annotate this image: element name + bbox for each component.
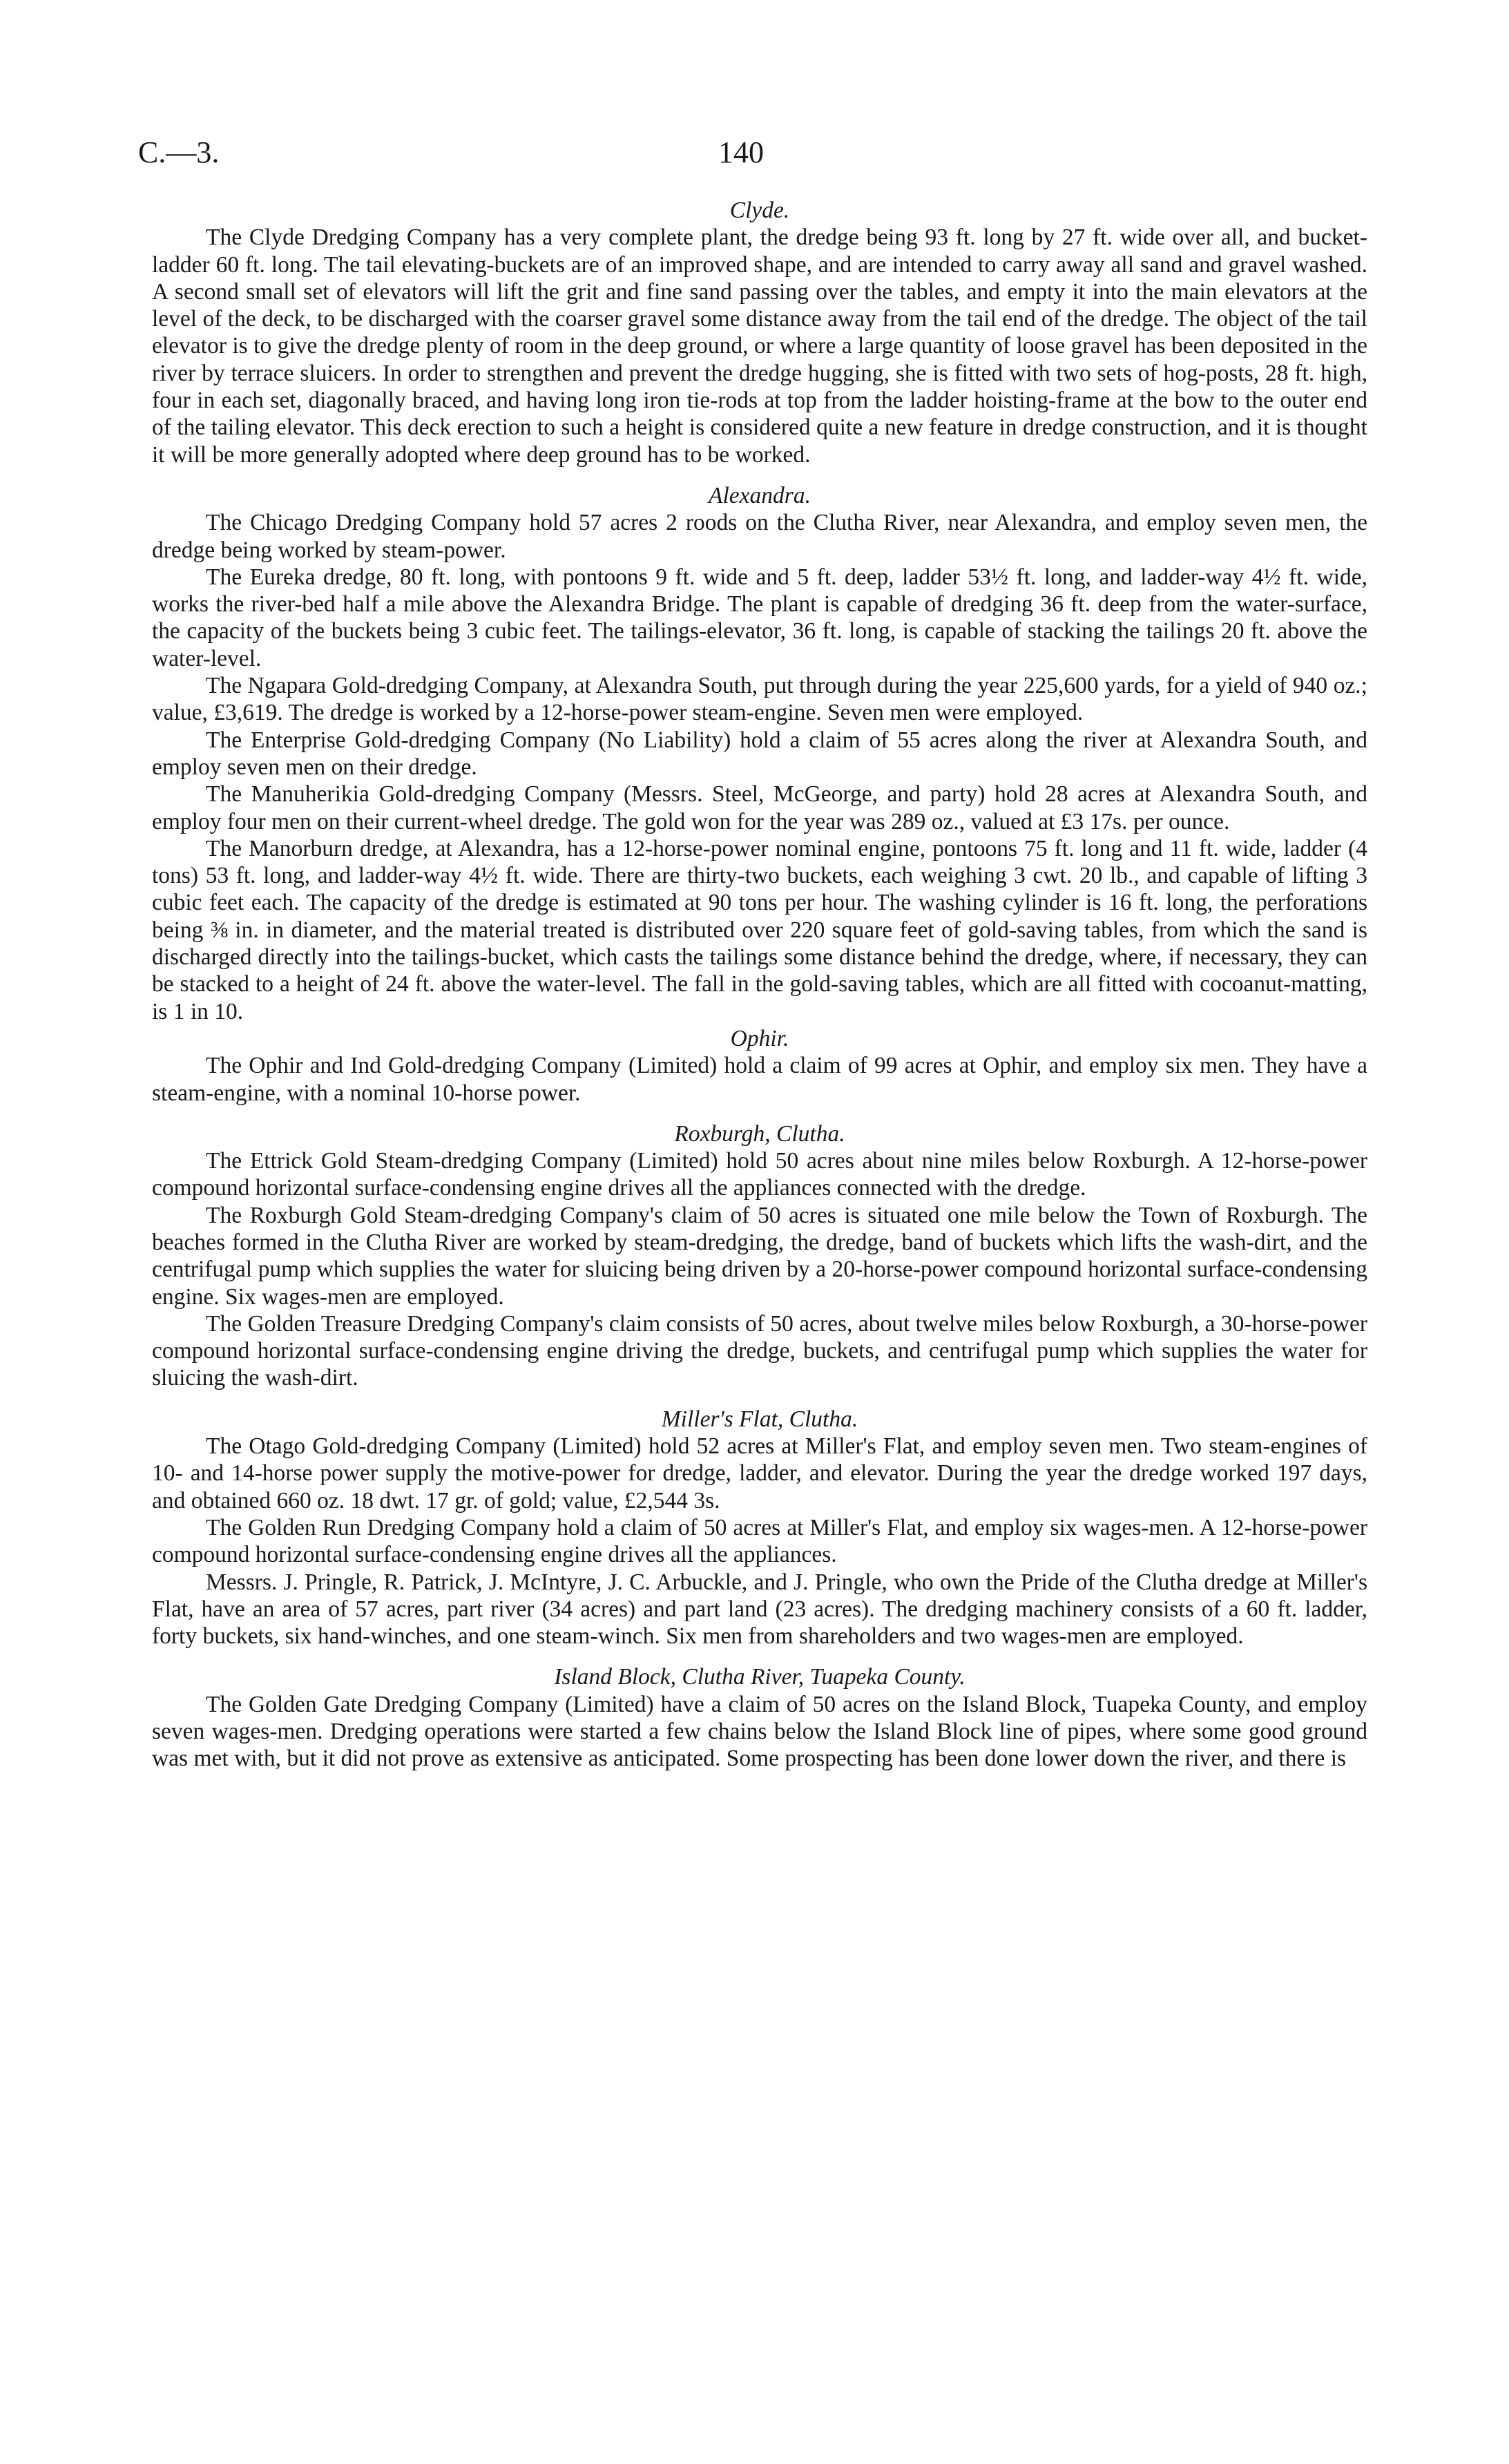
section-heading-millers-flat: Miller's Flat, Clutha. xyxy=(661,1406,858,1432)
paragraph: The Golden Run Dredging Company hold a claim of 50 acres at Miller's Flat, and employ six wages-men. A 12-horse-power compound horizontal surface-condensing engine drives all the appliances. xyxy=(152,1514,1367,1568)
document-code: C.—3. xyxy=(138,135,220,169)
section-heading-alexandra: Alexandra. xyxy=(709,482,811,508)
paragraph: The Ophir and Ind Gold-dredging Company (Limited) hold a claim of 99 acres at Ophir, and employ six men. They have a steam-engine, with a nominal 10-horse power. xyxy=(152,1053,1367,1106)
paragraph: The Ngapara Gold-dredging Company, at Alexandra South, put through during the year 225,600 yards, for a yield of 940 oz.; value, £3,619. The dredge is worked by a 12-horse-power steam-engine. Seven men were employed. xyxy=(152,673,1367,726)
paragraph: The Ettrick Gold Steam-dredging Company (Limited) hold 50 acres about nine miles below Roxburgh. A 12-horse-power compound horizontal surface-condensing engine drives all the appliances connected with the dredge. xyxy=(152,1148,1367,1201)
paragraph: The Manuherikia Gold-dredging Company (Messrs. Steel, McGeorge, and party) hold 28 acres at Alexandra South, and employ four men on their current-wheel dredge. The gold won for the year was 289 oz., valued at £3 17s. per ounce. xyxy=(152,781,1367,834)
paragraph: The Eureka dredge, 80 ft. long, with pontoons 9 ft. wide and 5 ft. deep, ladder 53½ ft. long, and ladder-way 4½ ft. wide, works the river-bed half a mile above the Alexandra Bridge. The plant is capable of dredging 36 ft. deep from the water-surface, the capacity of the buckets being 3 cubic feet. The tailings-elevator, 36 ft. long, is capable of stacking the tailings 20 ft. above the water-level. xyxy=(152,564,1367,671)
paragraph: The Golden Treasure Dredging Company's claim consists of 50 acres, about twelve miles below Roxburgh, a 30-horse-power compound horizontal surface-condensing engine driving the dredge, buckets, and centrifugal pump which supplies the water for sluicing the wash-dirt. xyxy=(152,1310,1367,1391)
section-heading-clyde: Clyde. xyxy=(729,198,790,223)
paragraph: The Chicago Dredging Company hold 57 acres 2 roods on the Clutha River, near Alexandra, and employ seven men, the dredge being worked by steam-power. xyxy=(152,510,1367,563)
paragraph: The Enterprise Gold-dredging Company (No Liability) hold a claim of 55 acres along the river at Alexandra South, and employ seven men on their dredge. xyxy=(152,727,1367,780)
paragraph: The Manorburn dredge, at Alexandra, has a 12-horse-power nominal engine, pontoons 75 ft. long and 11 ft. wide, ladder (4 tons) 53 ft. long, and ladder-way 4½ ft. wide. There are thirty-two buckets, each weighing 3 cwt. 20 lb., and capable of lifting 3 cubic feet each. The capacity of the dredge is estimated at 90 tons per hour. The washing cylinder is 16 ft. long, the perforations being ⅜ in. in diameter, and the material treated is distributed over 220 square feet of gold-saving tables, from which the sand is discharged directly into the tailings-bucket, which casts the tailings some distance behind the dredge, where, if necessary, they can be stacked to a height of 24 ft. above the water-level. The fall in the gold-saving tables, which are all fitted with cocoanut-matting, is 1 in 10. xyxy=(152,835,1367,1024)
section-heading-roxburgh: Roxburgh, Clutha. xyxy=(674,1120,845,1147)
page-number: 140 xyxy=(718,135,764,169)
paragraph: The Golden Gate Dredging Company (Limited) have a claim of 50 acres on the Island Block, Tuapeka County, and employ seven wages-men. Dredging operations were started a few chains below the Island Block line of pipes, where some good ground was met with, but it did not prove as extensive as anticipated. Some prospecting has been done lower down the river, and there is xyxy=(152,1691,1367,1772)
section-heading-island-block: Island Block, Clutha River, Tuapeka County. xyxy=(554,1664,965,1690)
section-heading-ophir: Ophir. xyxy=(730,1025,789,1051)
paragraph: The Clyde Dredging Company has a very complete plant, the dredge being 93 ft. long by 27 ft. wide over all, and bucket-ladder 60 ft. long. The tail elevating-buckets are of an improved shape, and are intended to carry away all sand and gravel washed. A second small set of elevators will lift the grit and fine sand passing over the tables, and empty it into the main elevators at the level of the deck, to be discharged with the coarser gravel some distance away from the tail end of the dredge. The object of the tail elevator is to give the dredge plenty of room in the deep ground, or where a large quantity of loose gravel has been deposited in the river by terrace sluicers. In order to strengthen and prevent the dredge hugging, she is fitted with two sets of hog-posts, 28 ft. high, four in each set, diagonally braced, and having long iron tie-rods at top from the ladder hoisting-frame at the bow to the outer end of the tailing elevator. This deck erection to such a height is considered quite a new feature in dredge construction, and it is thought it will be more generally adopted where deep ground has to be worked. xyxy=(152,225,1367,468)
paragraph: The Otago Gold-dredging Company (Limited) hold 52 acres at Miller's Flat, and employ seven men. Two steam-engines of 10- and 14-horse power supply the motive-power for dredge, ladder, and elevator. During the year the dredge worked 197 days, and obtained 660 oz. 18 dwt. 17 gr. of gold; value, £2,544 3s. xyxy=(152,1433,1367,1513)
paragraph: Messrs. J. Pringle, R. Patrick, J. McIntyre, J. C. Arbuckle, and J. Pringle, who own the Pride of the Clutha dredge at Miller's Flat, have an area of 57 acres, part river (34 acres) and part land (23 acres). The dredging machinery consists of a 60 ft. ladder, forty buckets, six hand-winches, and one steam-winch. Six men from shareholders and two wages-men are employed. xyxy=(152,1569,1367,1650)
paragraph: The Roxburgh Gold Steam-dredging Company's claim of 50 acres is situated one mile below the Town of Roxburgh. The beaches formed in the Clutha River are worked by steam-dredging, the dredge, band of buckets which lifts the wash-dirt, and the centrifugal pump which supplies the water for sluicing being driven by a 20-horse-power compound horizontal surface-condensing engine. Six wages-men are employed. xyxy=(152,1202,1367,1310)
page-body xyxy=(152,197,1367,1773)
